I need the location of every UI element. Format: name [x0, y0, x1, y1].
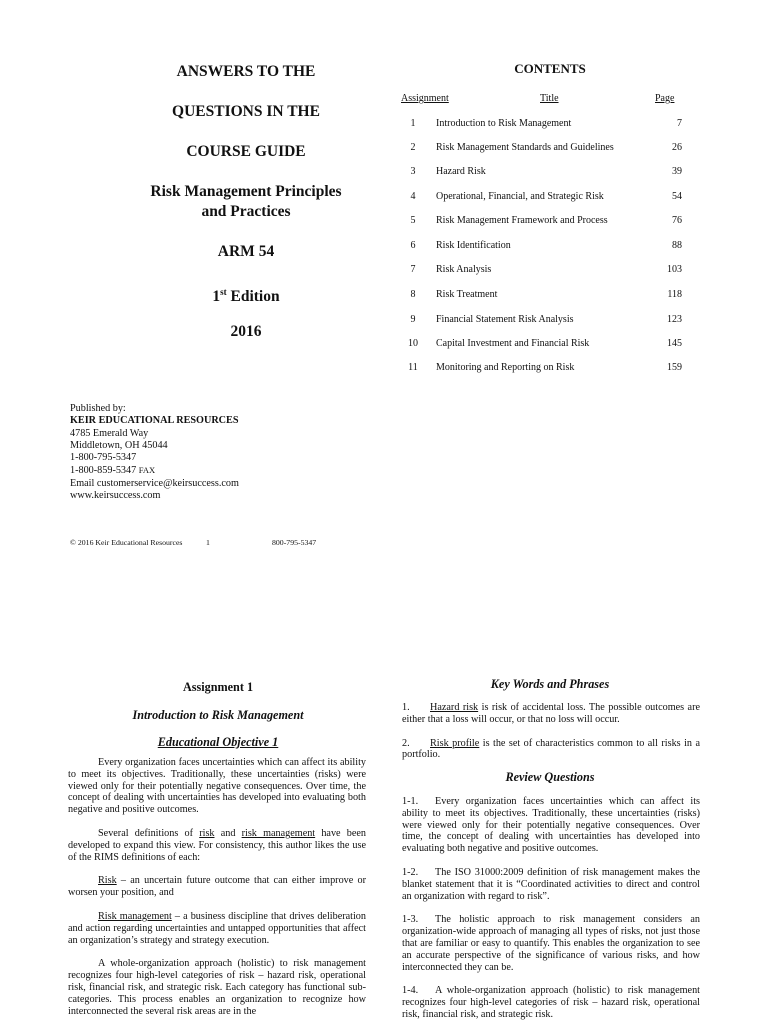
answer-text: The ISO 31000:2009 definition of risk management makes the blanket statement that it is “Coordinated activities to direct and control an organization with regard to risk”.: [402, 866, 700, 902]
term-risk-def: Risk: [98, 875, 117, 887]
term-risk-management-def: Risk management: [98, 910, 172, 922]
fax-label: FAX: [138, 465, 156, 476]
risk-management-definition-text: – a business discipline that drives deliberation and action regarding uncertainties and untapped opportunities that affect an organization’s strategy and strategy execution.: [68, 910, 366, 946]
page-number: 118: [667, 289, 682, 300]
edition-number: 1: [212, 288, 221, 306]
paragraph-definitions: [68, 828, 366, 863]
contents-row: [398, 240, 682, 254]
cover-title-line-1: ANSWERS TO THE: [176, 63, 316, 80]
page-number: 103: [667, 264, 682, 275]
course-title-line-2: and Practices: [201, 203, 291, 220]
risk-definition-text: – an uncertain future outcome that can either improve or worsen your position, and: [68, 875, 366, 899]
hazard-risk-definition: is risk of accidental loss. The possible outcomes are either that a loss will occur, or that no loss will occur.: [402, 702, 700, 725]
review-questions-list: [402, 796, 700, 1021]
footer-phone: 800-795-5347: [272, 538, 317, 547]
contents-row: [398, 289, 682, 303]
assignment-subtitle: Introduction to Risk Management: [132, 708, 304, 722]
publisher-fax: [70, 464, 239, 477]
course-code: ARM 54: [217, 243, 275, 260]
assignment-title: Operational, Financial, and Strategic Risk: [436, 191, 604, 202]
term-risk: risk: [199, 827, 215, 839]
key-word-item: [402, 702, 700, 726]
page-number: 88: [672, 240, 682, 251]
assignment-number: 11: [408, 362, 418, 373]
contents-row: [398, 166, 682, 180]
assignment-title: Financial Statement Risk Analysis: [436, 314, 574, 325]
key-word-number: 2.: [402, 737, 410, 749]
publisher-label: Published by:: [70, 403, 126, 414]
contents-row: [398, 362, 682, 376]
definitions-text-b: and: [214, 827, 242, 839]
assignment-number: 3: [410, 166, 416, 177]
contents-row: [398, 191, 682, 205]
contents-row: [398, 338, 682, 352]
term-risk-management: risk management: [241, 827, 316, 839]
assignment-number: 10: [408, 338, 418, 349]
publisher-street: 4785 Emerald Way: [70, 427, 149, 439]
paragraph-holistic-approach: A whole-organization approach (holistic) to risk management recognizes four high-level categories of risk – hazard risk, operational risk, financial risk, and strategic risk. Each category has functional sub-categories. This process enables an organization to recognize how interconnected the several risk areas are in the: [68, 958, 366, 1017]
review-answer: [402, 867, 700, 902]
key-word-item: [402, 738, 700, 762]
page-number: 26: [672, 142, 682, 153]
answer-text: Every organization faces uncertainties which can affect its ability to meet its objectives. Traditionally, these uncertainties (risks) were viewed only for their potentially negative consequences. Over time, the concept of dealing with uncertainties has developed into evaluating both negative and positive outcomes.: [402, 796, 700, 855]
assignment-number: 8: [410, 289, 416, 300]
publisher-website[interactable]: www.keirsuccess.com: [70, 490, 161, 502]
risk-profile-definition: is the set of characteristics common to all risks in a portfolio.: [402, 737, 700, 761]
page-number: 123: [667, 314, 682, 325]
assignment-number: 2: [410, 142, 416, 153]
key-words-list: [402, 702, 700, 761]
educational-objective: Educational Objective 1: [157, 735, 279, 749]
contents-col-page: Page: [655, 93, 675, 104]
assignment-title: Risk Management Framework and Process: [436, 215, 608, 226]
answer-number: 1-3.: [402, 914, 419, 926]
answer-text: A whole-organization approach (holistic) to risk management recognizes four high-level categories of risk – hazard risk, operational risk, financial risk, and strategic risk.: [402, 985, 700, 1020]
contents-row: [398, 215, 682, 229]
assignment-title: Risk Identification: [436, 240, 511, 251]
term-risk-profile: Risk profile: [430, 737, 480, 749]
paragraph-uncertainties: Every organization faces uncertainties which can affect its ability to meet its objectives. Traditionally, these uncertainties (risks) were viewed only for their potentially negative consequences. Over time, the concept of dealing with uncertainties has developed into evaluating both negative and positive outcomes.: [68, 757, 366, 816]
page-number: 7: [677, 118, 682, 129]
edition-word: Edition: [230, 288, 280, 306]
assignment-title: Risk Analysis: [436, 264, 492, 275]
publisher-city: Middletown, OH 45044: [70, 439, 168, 451]
cover-title-line-2: QUESTIONS IN THE: [172, 103, 320, 120]
cover-title-line-3: COURSE GUIDE: [186, 143, 306, 160]
paragraph-risk-definition: [68, 875, 366, 899]
publisher-name: KEIR EDUCATIONAL RESOURCES: [70, 415, 239, 427]
assignment-title: Risk Treatment: [436, 289, 498, 300]
review-answer: [402, 914, 700, 973]
key-word-number: 1.: [402, 702, 410, 713]
definitions-text-a: Several definitions of: [98, 827, 200, 839]
assignment-title: Introduction to Risk Management: [436, 118, 572, 129]
footer-copyright: © 2016 Keir Educational Resources: [70, 538, 183, 547]
footer-page-number: 1: [206, 538, 210, 547]
assignment-number: 7: [410, 264, 416, 275]
review-questions-heading: Review Questions: [505, 770, 595, 784]
page-number: 39: [672, 166, 682, 177]
contents-row: [398, 264, 682, 278]
assignment-number: 5: [410, 215, 416, 226]
contents-row: [398, 142, 682, 156]
edition: [68, 283, 424, 306]
fax-number: 1-800-859-5347: [70, 465, 137, 477]
definitions-text-c: have been developed to expand this view. For consistency, this author likes the use of the RIMS definitions of each:: [68, 827, 367, 863]
publisher-block: [70, 403, 239, 502]
publisher-phone: 1-800-795-5347: [70, 452, 137, 464]
term-hazard-risk: Hazard risk: [430, 702, 479, 713]
review-answer: [402, 796, 700, 855]
objective-wrap: [68, 733, 368, 751]
assignment-title: Monitoring and Reporting on Risk: [436, 362, 575, 373]
contents-col-assignment: Assignment: [401, 93, 449, 104]
assignment-number: 6: [410, 240, 416, 251]
edition-suffix: st: [220, 287, 227, 297]
answer-number: 1-1.: [402, 796, 419, 807]
publisher-email[interactable]: Email customerservice@keirsuccess.com: [70, 477, 239, 489]
assignment-heading: Assignment 1: [182, 680, 254, 694]
answer-number: 1-4.: [402, 985, 419, 997]
answer-text: The holistic approach to risk management considers an organization-wide approach of managing all types of risks, not just those that are familiar or easy to quantify. This enables the organization to see an accurate perspective of the significance of various risks, and how interconnected they can be.: [402, 914, 700, 973]
contents-col-title: Title: [540, 93, 559, 104]
paragraph-risk-management-definition: [68, 911, 366, 946]
page-number: 159: [667, 362, 682, 373]
page-number: 76: [672, 215, 682, 226]
review-answer: [402, 985, 700, 1020]
assignment-number: 1: [410, 118, 416, 129]
contents-row: [398, 118, 682, 132]
course-title-line-1: Risk Management Principles: [150, 183, 342, 200]
assignment-body: [68, 757, 366, 1017]
answer-number: 1-2.: [402, 866, 419, 878]
assignment-title: Risk Management Standards and Guidelines: [436, 142, 614, 153]
assignment-title: Hazard Risk: [436, 166, 486, 177]
page-number: 145: [667, 338, 682, 349]
key-words-heading: Key Words and Phrases: [490, 677, 610, 691]
page-number: 54: [672, 191, 682, 202]
assignment-number: 4: [410, 191, 416, 202]
contents-heading: CONTENTS: [514, 61, 586, 76]
publication-year: 2016: [230, 323, 262, 340]
contents-row: [398, 314, 682, 328]
assignment-number: 9: [410, 314, 416, 325]
assignment-title: Capital Investment and Financial Risk: [436, 338, 590, 349]
